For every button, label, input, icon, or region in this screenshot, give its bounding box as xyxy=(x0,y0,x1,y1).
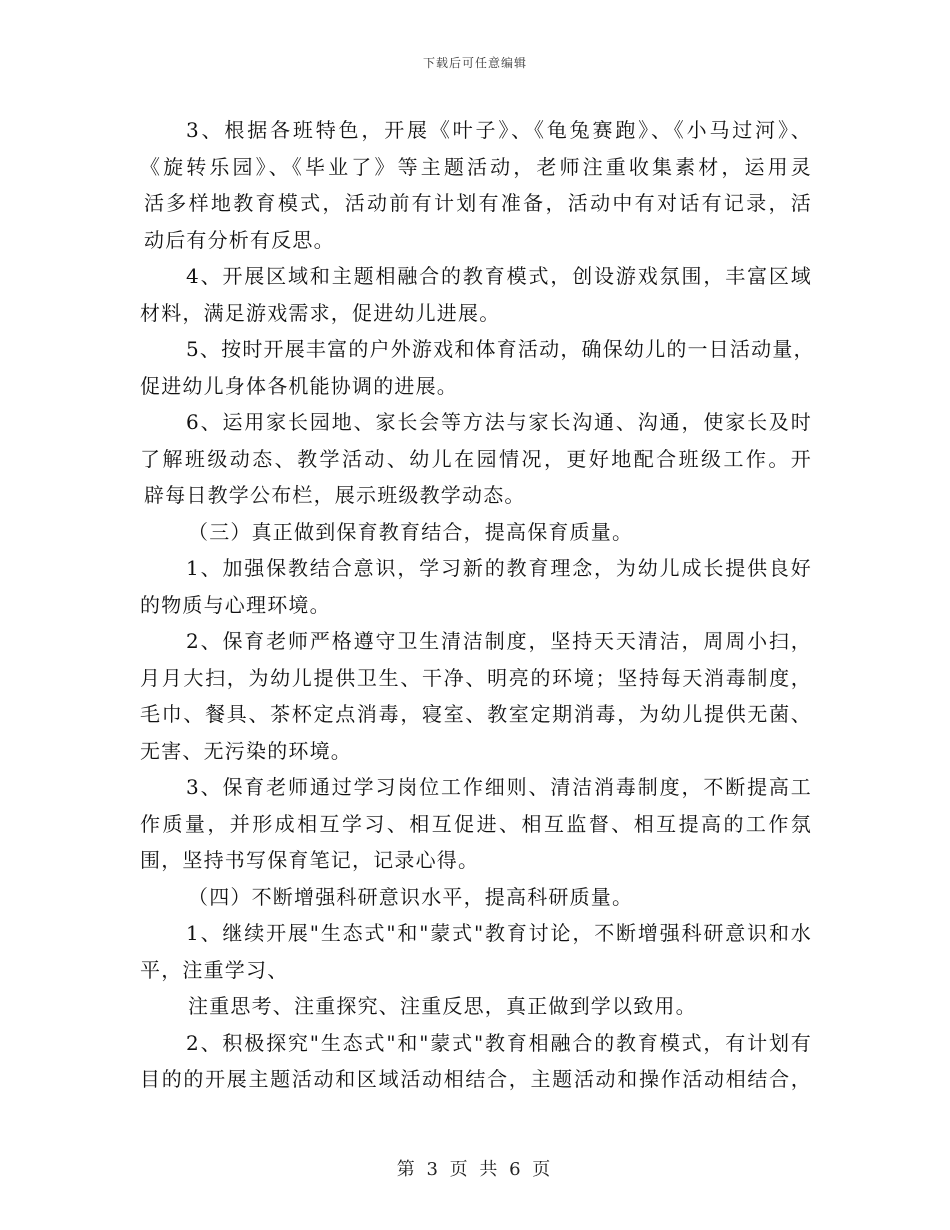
text-line: 平，注重学习、 xyxy=(140,957,289,982)
text-line: 2、积极探究"生态式"和"蒙式"教育相融合的教育模式，有计划有 xyxy=(186,1030,812,1055)
document-body xyxy=(140,112,815,1098)
text-line: 2、保育老师严格遵守卫生清洁制度，坚持天天清洁，周周小扫， xyxy=(186,629,812,653)
text-line: 活多样地教育模式，活动前有计划有准备，活动中有对话有记录，活 xyxy=(144,191,812,215)
text-line: 6、运用家长园地、家长会等方法与家长沟通、沟通，使家长及时 xyxy=(186,410,812,434)
text-line: 辟每日教学公布栏，展示班级教学动态。 xyxy=(144,483,526,507)
text-line: （四）不断增强科研意识水平，提高科研质量。 xyxy=(188,884,634,909)
text-line: 3、保育老师通过学习岗位工作细则、清洁消毒制度，不断提高工 xyxy=(186,775,812,799)
text-line: 了解班级动态、教学活动、幼儿在园情况，更好地配合班级工作。开 xyxy=(140,446,812,471)
text-line: 目的的开展主题活动和区域活动相结合，主题活动和操作活动相结合， xyxy=(140,1067,812,1091)
text-line: 动后有分析有反思。 xyxy=(144,227,335,252)
text-line: 4、开展区域和主题相融合的教育模式，创设游戏氛围，丰富区域 xyxy=(186,264,812,288)
text-line: 3、根据各班特色，开展《叶子》、《龟兔赛跑》、《小马过河》、 xyxy=(186,118,812,142)
text-line: 的物质与心理环境。 xyxy=(140,592,331,617)
text-line: 《旋转乐园》、《毕业了》等主题活动，老师注重收集素材，运用灵 xyxy=(140,154,812,179)
text-line: 材料，满足游戏需求，促进幼儿进展。 xyxy=(140,300,501,325)
text-line: 无害、无污染的环境。 xyxy=(140,738,352,763)
text-line: （三）真正做到保育教育结合，提高保育质量。 xyxy=(188,519,634,544)
text-line: 注重思考、注重探究、注重反思，真正做到学以致用。 xyxy=(188,994,697,1018)
page-header: 下载后可任意编辑 xyxy=(422,56,527,70)
text-line: 作质量，并形成相互学习、相互促进、相互监督、相互提高的工作氛 xyxy=(140,811,812,836)
text-line: 月月大扫，为幼儿提供卫生、干净、明亮的环境；坚持每天消毒制度， xyxy=(140,665,812,690)
page-footer: 第 3 页 共 6 页 xyxy=(396,1159,554,1180)
text-line: 毛巾、餐具、茶杯定点消毒，寝室、教室定期消毒，为幼儿提供无菌、 xyxy=(140,702,812,726)
text-line: 1、继续开展"生态式"和"蒙式"教育讨论，不断增强科研意识和水 xyxy=(186,921,812,945)
text-line: 围，坚持书写保育笔记，记录心得。 xyxy=(140,848,480,872)
text-line: 促进幼儿身体各机能协调的进展。 xyxy=(140,373,458,398)
text-line: 1、加强保教结合意识，学习新的教育理念，为幼儿成长提供良好 xyxy=(186,556,812,580)
text-line: 5、按时开展丰富的户外游戏和体育活动，确保幼儿的一日活动量， xyxy=(186,337,815,361)
